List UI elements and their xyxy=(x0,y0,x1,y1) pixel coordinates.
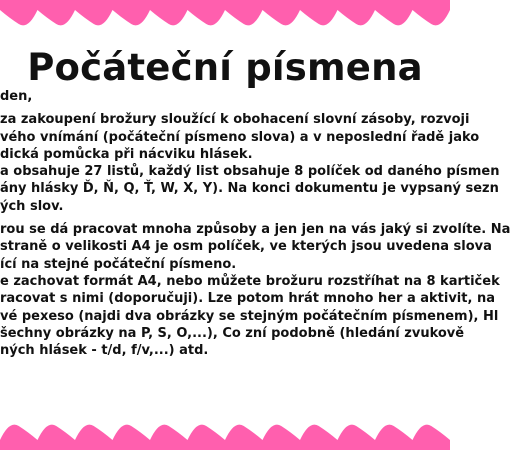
page-title: Počáteční písmena xyxy=(27,46,423,89)
paragraph-line: rou se dá pracovat mnoha způsoby a jen jen na vás jaký si zvolíte. Na xyxy=(0,222,510,238)
paragraph-line: ných hlásek - t/d, f/v,...) atd. xyxy=(0,343,209,359)
paragraph-line: dická pomůcka při nácviku hlásek. xyxy=(0,146,253,162)
greeting-line: den, xyxy=(0,89,33,104)
paragraph-line: šechny obrázky na P, S, O,...), Co zní podobně (hledání zvukově xyxy=(0,325,465,341)
paragraph-line: e zachovat formát A4, nebo můžete brožuru rozstříhat na 8 kartiček xyxy=(0,273,500,289)
top-wave-border xyxy=(0,0,450,34)
paragraph-line: za zakoupení brožury sloužící k obohacení slovní zásoby, rozvoji xyxy=(0,112,470,128)
paragraph-line: a obsahuje 27 listů, každý list obsahuje 8 políček od daného písmen xyxy=(0,164,500,180)
paragraph-line: ých slov. xyxy=(0,198,64,214)
document-body xyxy=(0,88,510,359)
bottom-wave-border xyxy=(0,416,450,450)
paragraph-line: racovat s nimi (doporučuji). Lze potom hrát mnoho her a aktivit, na xyxy=(0,291,495,307)
paragraph-line: ány hlásky Ď, Ň, Q, Ť, W, X, Y). Na konci dokumentu je vypsaný sezn xyxy=(0,181,499,197)
paragraph-line: straně o velikosti A4 je osm políček, ve kterých jsou uvedena slova xyxy=(0,239,492,255)
paragraph-line: ící na stejné počáteční písmeno. xyxy=(0,256,237,272)
paragraph-line: vé pexeso (najdi dva obrázky se stejným počátečním písmenem), Hl xyxy=(0,308,499,324)
paragraph-line: vého vnímání (počáteční písmeno slova) a v neposlední řadě jako xyxy=(0,129,480,145)
